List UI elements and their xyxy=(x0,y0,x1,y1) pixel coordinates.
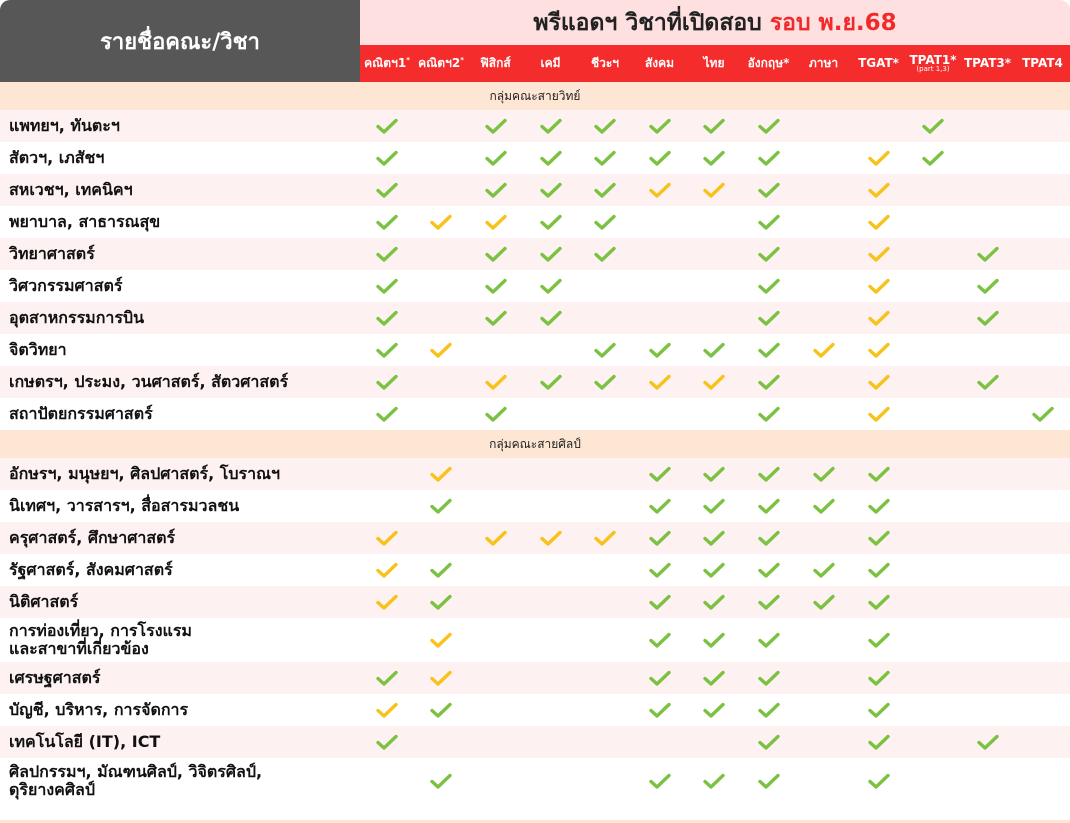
green-check-icon xyxy=(485,246,507,262)
green-check-icon xyxy=(868,632,890,648)
subject-column-label-wrap xyxy=(809,57,838,70)
subject-column-label: TGAT* xyxy=(858,56,899,71)
yellow-check-icon xyxy=(868,406,890,422)
green-check-icon xyxy=(813,562,835,578)
faculty-label-line: วิทยาศาสตร์ xyxy=(9,243,95,263)
faculty-label-line: พยาบาล, สาธารณสุข xyxy=(9,211,161,231)
subject-column-asterisk: * xyxy=(406,56,410,65)
green-check-icon xyxy=(703,530,725,546)
faculty-label-line: นิติศาสตร์ xyxy=(9,591,79,611)
yellow-check-icon xyxy=(430,632,452,648)
green-check-icon xyxy=(376,150,398,166)
table-row xyxy=(0,726,1070,758)
table-row xyxy=(0,334,1070,366)
yellow-check-icon xyxy=(868,246,890,262)
green-check-icon xyxy=(376,406,398,422)
subject-cells xyxy=(360,522,1070,554)
faculty-label xyxy=(0,366,360,398)
green-check-icon xyxy=(485,182,507,198)
green-check-icon xyxy=(703,632,725,648)
green-check-icon xyxy=(813,594,835,610)
yellow-check-icon xyxy=(868,310,890,326)
table-title: พรีแอดฯ วิชาที่เปิดสอบ xyxy=(533,9,762,36)
green-check-icon xyxy=(703,773,725,789)
green-check-icon xyxy=(649,530,671,546)
subject-cells xyxy=(360,662,1070,694)
faculty-label-line: รัฐศาสตร์, สังคมศาสตร์ xyxy=(9,559,173,579)
green-check-icon xyxy=(758,342,780,358)
green-check-icon xyxy=(594,246,616,262)
green-check-icon xyxy=(758,466,780,482)
subject-column-label: อังกฤษ* xyxy=(747,56,790,71)
subject-header-row xyxy=(360,45,1070,82)
faculty-label-line: การท่องเที่ยว, การโรงแรม xyxy=(9,620,192,640)
subject-column-label-wrap xyxy=(1022,57,1063,70)
yellow-check-icon xyxy=(540,530,562,546)
faculty-label xyxy=(0,174,360,206)
faculty-label-line: ครุศาสตร์, ศึกษาศาสตร์ xyxy=(9,527,176,547)
yellow-check-icon xyxy=(485,214,507,230)
table-row xyxy=(0,366,1070,398)
subject-column-label-wrap xyxy=(704,57,725,70)
yellow-check-icon xyxy=(868,182,890,198)
table-row xyxy=(0,554,1070,586)
subject-cells xyxy=(360,366,1070,398)
subject-column-header xyxy=(360,45,414,82)
subject-column-label: ไทย xyxy=(703,56,725,71)
green-check-icon xyxy=(430,702,452,718)
faculty-label-line: ศิลปกรรมฯ, มัณฑนศิลป์, วิจิตรศิลป์, xyxy=(9,761,263,781)
subject-column-label-wrap xyxy=(540,57,560,70)
green-check-icon xyxy=(758,118,780,134)
table-row xyxy=(0,758,1070,804)
green-check-icon xyxy=(485,278,507,294)
faculty-label-line: ดุริยางคศิลป์ xyxy=(9,780,95,799)
subject-column-label: ภาษา xyxy=(808,56,839,71)
yellow-check-icon xyxy=(430,466,452,482)
faculty-label-line: เกษตรฯ, ประมง, วนศาสตร์, สัตวศาสตร์ xyxy=(9,371,289,391)
green-check-icon xyxy=(758,278,780,294)
subject-column-header xyxy=(906,45,960,82)
subject-cells xyxy=(360,586,1070,618)
subject-cells xyxy=(360,554,1070,586)
subject-column-header xyxy=(741,45,796,82)
faculty-label-line: เทคโนโลยี (IT), ICT xyxy=(9,731,161,751)
green-check-icon xyxy=(758,246,780,262)
yellow-check-icon xyxy=(868,214,890,230)
subject-cells xyxy=(360,238,1070,270)
subject-column-label-wrap xyxy=(858,57,899,70)
table-row xyxy=(0,110,1070,142)
green-check-icon xyxy=(758,150,780,166)
green-check-icon xyxy=(649,632,671,648)
yellow-check-icon xyxy=(594,530,616,546)
yellow-check-icon xyxy=(430,670,452,686)
green-check-icon xyxy=(703,118,725,134)
table-row xyxy=(0,270,1070,302)
faculty-label xyxy=(0,554,360,586)
green-check-icon xyxy=(485,406,507,422)
subject-column-label: TPAT1* xyxy=(909,52,957,67)
green-check-icon xyxy=(594,118,616,134)
table-row xyxy=(0,618,1070,662)
green-check-icon xyxy=(703,562,725,578)
faculty-label-line: นิเทศฯ, วารสารฯ, สื่อสารมวลชน xyxy=(9,495,240,515)
faculty-label-line: บัญชี, บริหาร, การจัดการ xyxy=(9,699,189,719)
faculty-label xyxy=(0,662,360,694)
green-check-icon xyxy=(430,498,452,514)
yellow-check-icon xyxy=(430,342,452,358)
subject-column-header xyxy=(632,45,687,82)
faculty-label xyxy=(0,142,360,174)
green-check-icon xyxy=(703,702,725,718)
faculty-label-line: และสาขาที่เกี่ยวข้อง xyxy=(9,639,149,658)
faculty-label xyxy=(0,726,360,758)
faculty-label xyxy=(0,270,360,302)
green-check-icon xyxy=(594,214,616,230)
green-check-icon xyxy=(868,562,890,578)
green-check-icon xyxy=(868,530,890,546)
subject-cells xyxy=(360,110,1070,142)
green-check-icon xyxy=(758,530,780,546)
green-check-icon xyxy=(376,278,398,294)
faculty-column-title: รายชื่อคณะ/วิชา xyxy=(100,29,260,55)
subject-cells xyxy=(360,206,1070,238)
green-check-icon xyxy=(758,498,780,514)
yellow-check-icon xyxy=(376,530,398,546)
subject-column-header xyxy=(468,45,523,82)
yellow-check-icon xyxy=(649,374,671,390)
faculty-label xyxy=(0,522,360,554)
green-check-icon xyxy=(758,670,780,686)
subject-cells xyxy=(360,490,1070,522)
green-check-icon xyxy=(649,342,671,358)
table-row xyxy=(0,694,1070,726)
green-check-icon xyxy=(376,118,398,134)
table-row xyxy=(0,206,1070,238)
subject-column-header xyxy=(960,45,1015,82)
subject-column-label: เคมี xyxy=(540,56,561,71)
green-check-icon xyxy=(540,246,562,262)
faculty-label-line: สถาปัตยกรรมศาสตร์ xyxy=(9,403,153,423)
green-check-icon xyxy=(430,562,452,578)
yellow-check-icon xyxy=(868,150,890,166)
subject-cells xyxy=(360,174,1070,206)
subject-cells xyxy=(360,694,1070,726)
yellow-check-icon xyxy=(813,342,835,358)
yellow-check-icon xyxy=(703,182,725,198)
green-check-icon xyxy=(485,150,507,166)
table-row xyxy=(0,490,1070,522)
green-check-icon xyxy=(758,562,780,578)
green-check-icon xyxy=(922,118,944,134)
subject-column-note: (part 1,3) xyxy=(916,65,950,74)
table-row xyxy=(0,142,1070,174)
faculty-label xyxy=(0,110,360,142)
table-title-bar xyxy=(360,0,1070,45)
green-check-icon xyxy=(594,182,616,198)
green-check-icon xyxy=(649,562,671,578)
table-row xyxy=(0,586,1070,618)
green-check-icon xyxy=(758,310,780,326)
faculty-label-line: เศรษฐศาสตร์ xyxy=(9,667,101,687)
subject-column-label: คณิตฯ2 xyxy=(418,56,461,71)
green-check-icon xyxy=(758,734,780,750)
green-check-icon xyxy=(430,594,452,610)
table-row xyxy=(0,238,1070,270)
green-check-icon xyxy=(540,278,562,294)
faculty-label xyxy=(0,238,360,270)
faculty-label xyxy=(0,694,360,726)
green-check-icon xyxy=(813,498,835,514)
green-check-icon xyxy=(758,214,780,230)
subject-column-label: คณิตฯ1 xyxy=(364,56,407,71)
table-row xyxy=(0,458,1070,490)
table-title-round: รอบ พ.ย.68 xyxy=(769,9,897,36)
green-check-icon xyxy=(485,310,507,326)
faculty-label-line: วิศวกรรมศาสตร์ xyxy=(9,275,123,295)
subject-cells xyxy=(360,270,1070,302)
green-check-icon xyxy=(977,374,999,390)
faculty-label xyxy=(0,398,360,430)
yellow-check-icon xyxy=(868,374,890,390)
green-check-icon xyxy=(868,670,890,686)
green-check-icon xyxy=(376,670,398,686)
green-check-icon xyxy=(868,734,890,750)
subject-column-header xyxy=(796,45,851,82)
faculty-label xyxy=(0,586,360,618)
green-check-icon xyxy=(649,594,671,610)
subject-column-header xyxy=(578,45,632,82)
table-row xyxy=(0,398,1070,430)
green-check-icon xyxy=(649,498,671,514)
faculty-label-line: อุตสาหกรรมการบิน xyxy=(9,307,145,327)
green-check-icon xyxy=(540,182,562,198)
subject-column-label-wrap xyxy=(480,57,510,70)
green-check-icon xyxy=(703,342,725,358)
green-check-icon xyxy=(540,310,562,326)
faculty-label xyxy=(0,302,360,334)
subject-column-asterisk: * xyxy=(460,56,464,65)
subject-column-header xyxy=(851,45,906,82)
yellow-check-icon xyxy=(376,702,398,718)
section-title: กลุ่มคณะสายวิทย์ xyxy=(489,88,581,103)
faculty-label-line: สหเวชฯ, เทคนิคฯ xyxy=(9,179,133,199)
green-check-icon xyxy=(649,118,671,134)
faculty-label-line: สัตวฯ, เภสัชฯ xyxy=(9,147,105,167)
yellow-check-icon xyxy=(868,342,890,358)
green-check-icon xyxy=(758,702,780,718)
green-check-icon xyxy=(376,246,398,262)
subject-column-header xyxy=(414,45,468,82)
subject-column-label: TPAT4 xyxy=(1022,56,1063,71)
subject-cells xyxy=(360,758,1070,804)
green-check-icon xyxy=(540,150,562,166)
subject-column-label: ฟิสิกส์ xyxy=(480,56,511,71)
green-check-icon xyxy=(758,773,780,789)
green-check-icon xyxy=(703,498,725,514)
table-row xyxy=(0,662,1070,694)
green-check-icon xyxy=(376,214,398,230)
subject-cells xyxy=(360,302,1070,334)
green-check-icon xyxy=(977,278,999,294)
green-check-icon xyxy=(703,670,725,686)
green-check-icon xyxy=(540,374,562,390)
faculty-label-line: จิตวิทยา xyxy=(9,339,67,359)
green-check-icon xyxy=(758,374,780,390)
green-check-icon xyxy=(430,773,452,789)
subject-cells xyxy=(360,142,1070,174)
subject-column-header xyxy=(523,45,578,82)
green-check-icon xyxy=(977,246,999,262)
subject-column-header xyxy=(1015,45,1070,82)
yellow-check-icon xyxy=(703,374,725,390)
green-check-icon xyxy=(922,150,944,166)
faculty-label-line: อักษรฯ, มนุษยฯ, ศิลปศาสตร์, โบราณฯ xyxy=(9,463,280,483)
green-check-icon xyxy=(868,498,890,514)
green-check-icon xyxy=(376,342,398,358)
section-header xyxy=(0,430,1070,458)
subject-column-label-wrap xyxy=(418,57,464,70)
green-check-icon xyxy=(649,150,671,166)
yellow-check-icon xyxy=(485,530,507,546)
faculty-label xyxy=(0,618,360,662)
green-check-icon xyxy=(813,466,835,482)
green-check-icon xyxy=(868,773,890,789)
green-check-icon xyxy=(540,214,562,230)
green-check-icon xyxy=(376,310,398,326)
green-check-icon xyxy=(758,632,780,648)
subject-column-label-wrap xyxy=(964,57,1011,70)
green-check-icon xyxy=(758,406,780,422)
green-check-icon xyxy=(649,702,671,718)
subject-column-label-wrap xyxy=(645,57,674,70)
faculty-label-line: แพทยฯ, ทันตะฯ xyxy=(9,115,120,135)
subject-column-label: TPAT3* xyxy=(963,56,1012,71)
green-check-icon xyxy=(376,734,398,750)
green-check-icon xyxy=(1032,406,1054,422)
subject-column-label: ชีวะฯ xyxy=(590,56,620,71)
subject-cells xyxy=(360,334,1070,366)
faculty-label xyxy=(0,458,360,490)
yellow-check-icon xyxy=(868,278,890,294)
green-check-icon xyxy=(758,594,780,610)
subject-column-label-wrap xyxy=(748,57,790,70)
green-check-icon xyxy=(703,466,725,482)
green-check-icon xyxy=(376,182,398,198)
table-row xyxy=(0,174,1070,206)
yellow-check-icon xyxy=(649,182,671,198)
faculty-label xyxy=(0,334,360,366)
green-check-icon xyxy=(376,374,398,390)
green-check-icon xyxy=(868,594,890,610)
green-check-icon xyxy=(594,374,616,390)
subject-cells xyxy=(360,398,1070,430)
table-row xyxy=(0,522,1070,554)
green-check-icon xyxy=(540,118,562,134)
table-row xyxy=(0,302,1070,334)
green-check-icon xyxy=(703,594,725,610)
green-check-icon xyxy=(977,310,999,326)
green-check-icon xyxy=(485,118,507,134)
green-check-icon xyxy=(594,150,616,166)
subject-column-label-wrap xyxy=(364,57,410,70)
subject-column-label: สังคม xyxy=(644,56,675,71)
yellow-check-icon xyxy=(485,374,507,390)
section-title: กลุ่มคณะสายศิลป์ xyxy=(489,436,581,451)
green-check-icon xyxy=(649,670,671,686)
yellow-check-icon xyxy=(430,214,452,230)
green-check-icon xyxy=(703,150,725,166)
yellow-check-icon xyxy=(376,562,398,578)
subject-column-label-wrap xyxy=(591,57,619,70)
subject-cells xyxy=(360,726,1070,758)
subject-cells xyxy=(360,458,1070,490)
yellow-check-icon xyxy=(376,594,398,610)
subject-column-header xyxy=(687,45,741,82)
faculty-label xyxy=(0,206,360,238)
green-check-icon xyxy=(594,342,616,358)
faculty-column-header xyxy=(0,0,360,82)
section-header xyxy=(0,82,1070,110)
faculty-label xyxy=(0,758,360,804)
green-check-icon xyxy=(868,466,890,482)
green-check-icon xyxy=(649,466,671,482)
faculty-label xyxy=(0,490,360,522)
green-check-icon xyxy=(758,182,780,198)
green-check-icon xyxy=(868,702,890,718)
green-check-icon xyxy=(649,773,671,789)
subject-cells xyxy=(360,618,1070,662)
green-check-icon xyxy=(977,734,999,750)
